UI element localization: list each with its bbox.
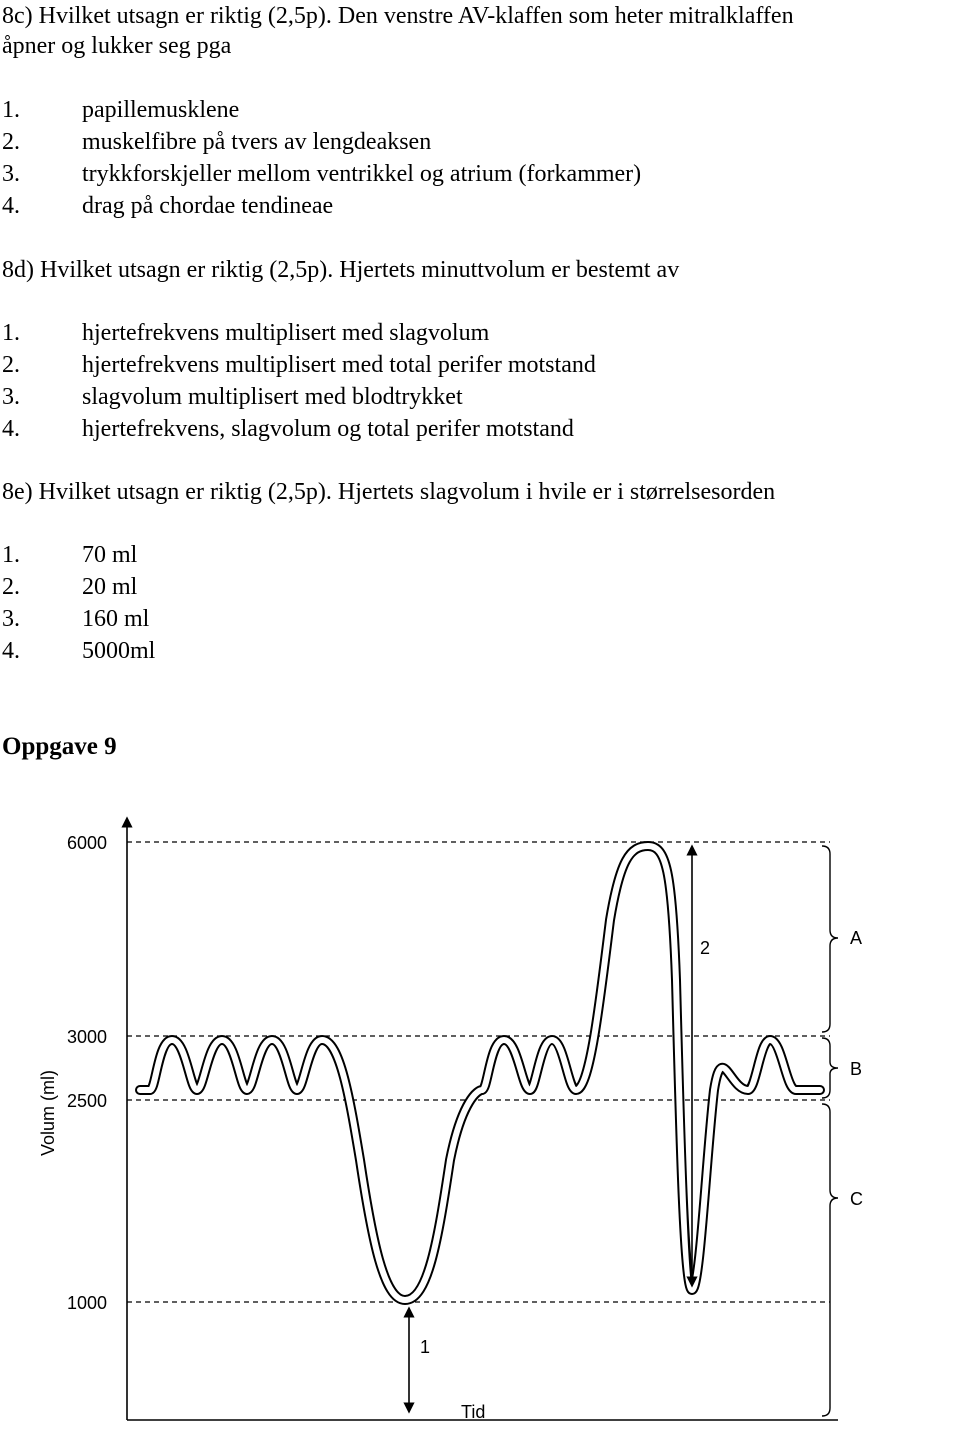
option-text: drag på chordae tendineae: [82, 193, 334, 219]
option-text: 20 ml: [82, 574, 138, 600]
option-number: 4.: [2, 638, 20, 664]
question-8c-line2: åpner og lukker seg pga: [2, 33, 232, 59]
x-axis-label: Tid: [461, 1402, 486, 1422]
option-8e-2: [2, 571, 137, 603]
y-tick-2500: 2500: [67, 1091, 108, 1111]
option-text: slagvolum multiplisert med blodtrykket: [82, 384, 463, 410]
bracket-c: [822, 1104, 838, 1416]
task-heading: Oppgave 9: [2, 733, 117, 760]
option-8c-2: [2, 126, 431, 158]
option-8d-1: [2, 317, 489, 349]
question-8e: 8e) Hvilket utsagn er riktig (2,5p). Hjertets slagvolum i hvile er i størrelsesorden: [2, 479, 776, 505]
bracket-a: [822, 846, 838, 1032]
question-8d: 8d) Hvilket utsagn er riktig (2,5p). Hjertets minuttvolum er bestemt av: [2, 257, 680, 283]
option-8c-4: [2, 190, 333, 222]
option-number: 1.: [2, 542, 20, 568]
option-text: hjertefrekvens multiplisert med slagvolum: [82, 320, 490, 346]
option-text: 70 ml: [82, 542, 138, 568]
option-text: trykkforskjeller mellom ventrikkel og atrium (forkammer): [82, 161, 642, 187]
option-text: 5000ml: [82, 638, 156, 664]
arrow-1-label: 1: [420, 1337, 431, 1357]
y-tick-6000: 6000: [67, 833, 108, 853]
option-8e-4: [2, 635, 155, 667]
option-number: 4.: [2, 416, 20, 442]
option-number: 3.: [2, 384, 20, 410]
option-number: 1.: [2, 97, 20, 123]
option-8c-3: [2, 158, 641, 190]
option-8e-3: [2, 603, 149, 635]
question-8c-line1: 8c) Hvilket utsagn er riktig (2,5p). Den venstre AV-klaffen som heter mitralklaffen: [2, 3, 794, 29]
bracket-b-label: B: [850, 1059, 863, 1079]
option-text: hjertefrekvens multiplisert med total perifer motstand: [82, 352, 596, 378]
spirogram-figure: [0, 800, 960, 1440]
option-number: 1.: [2, 320, 20, 346]
y-tick-1000: 1000: [67, 1293, 108, 1313]
volume-trace-inner: [140, 846, 820, 1300]
option-8d-3: [2, 381, 463, 413]
y-axis-label: Volum (ml): [38, 1069, 58, 1156]
bracket-a-label: A: [850, 928, 863, 948]
option-text: hjertefrekvens, slagvolum og total perifer motstand: [82, 416, 574, 442]
option-number: 2.: [2, 129, 20, 155]
option-8c-1: [2, 94, 239, 126]
option-number: 2.: [2, 574, 20, 600]
option-8e-1: [2, 539, 137, 571]
option-text: muskelfibre på tvers av lengdeaksen: [82, 129, 432, 155]
option-8d-4: [2, 413, 574, 445]
bracket-c-label: C: [850, 1189, 863, 1209]
option-number: 2.: [2, 352, 20, 378]
option-number: 4.: [2, 193, 20, 219]
y-tick-3000: 3000: [67, 1027, 108, 1047]
option-text: 160 ml: [82, 606, 150, 632]
option-8d-2: [2, 349, 596, 381]
option-text: papillemusklene: [82, 97, 240, 123]
option-number: 3.: [2, 161, 20, 187]
option-number: 3.: [2, 606, 20, 632]
arrow-2-label: 2: [700, 938, 711, 958]
